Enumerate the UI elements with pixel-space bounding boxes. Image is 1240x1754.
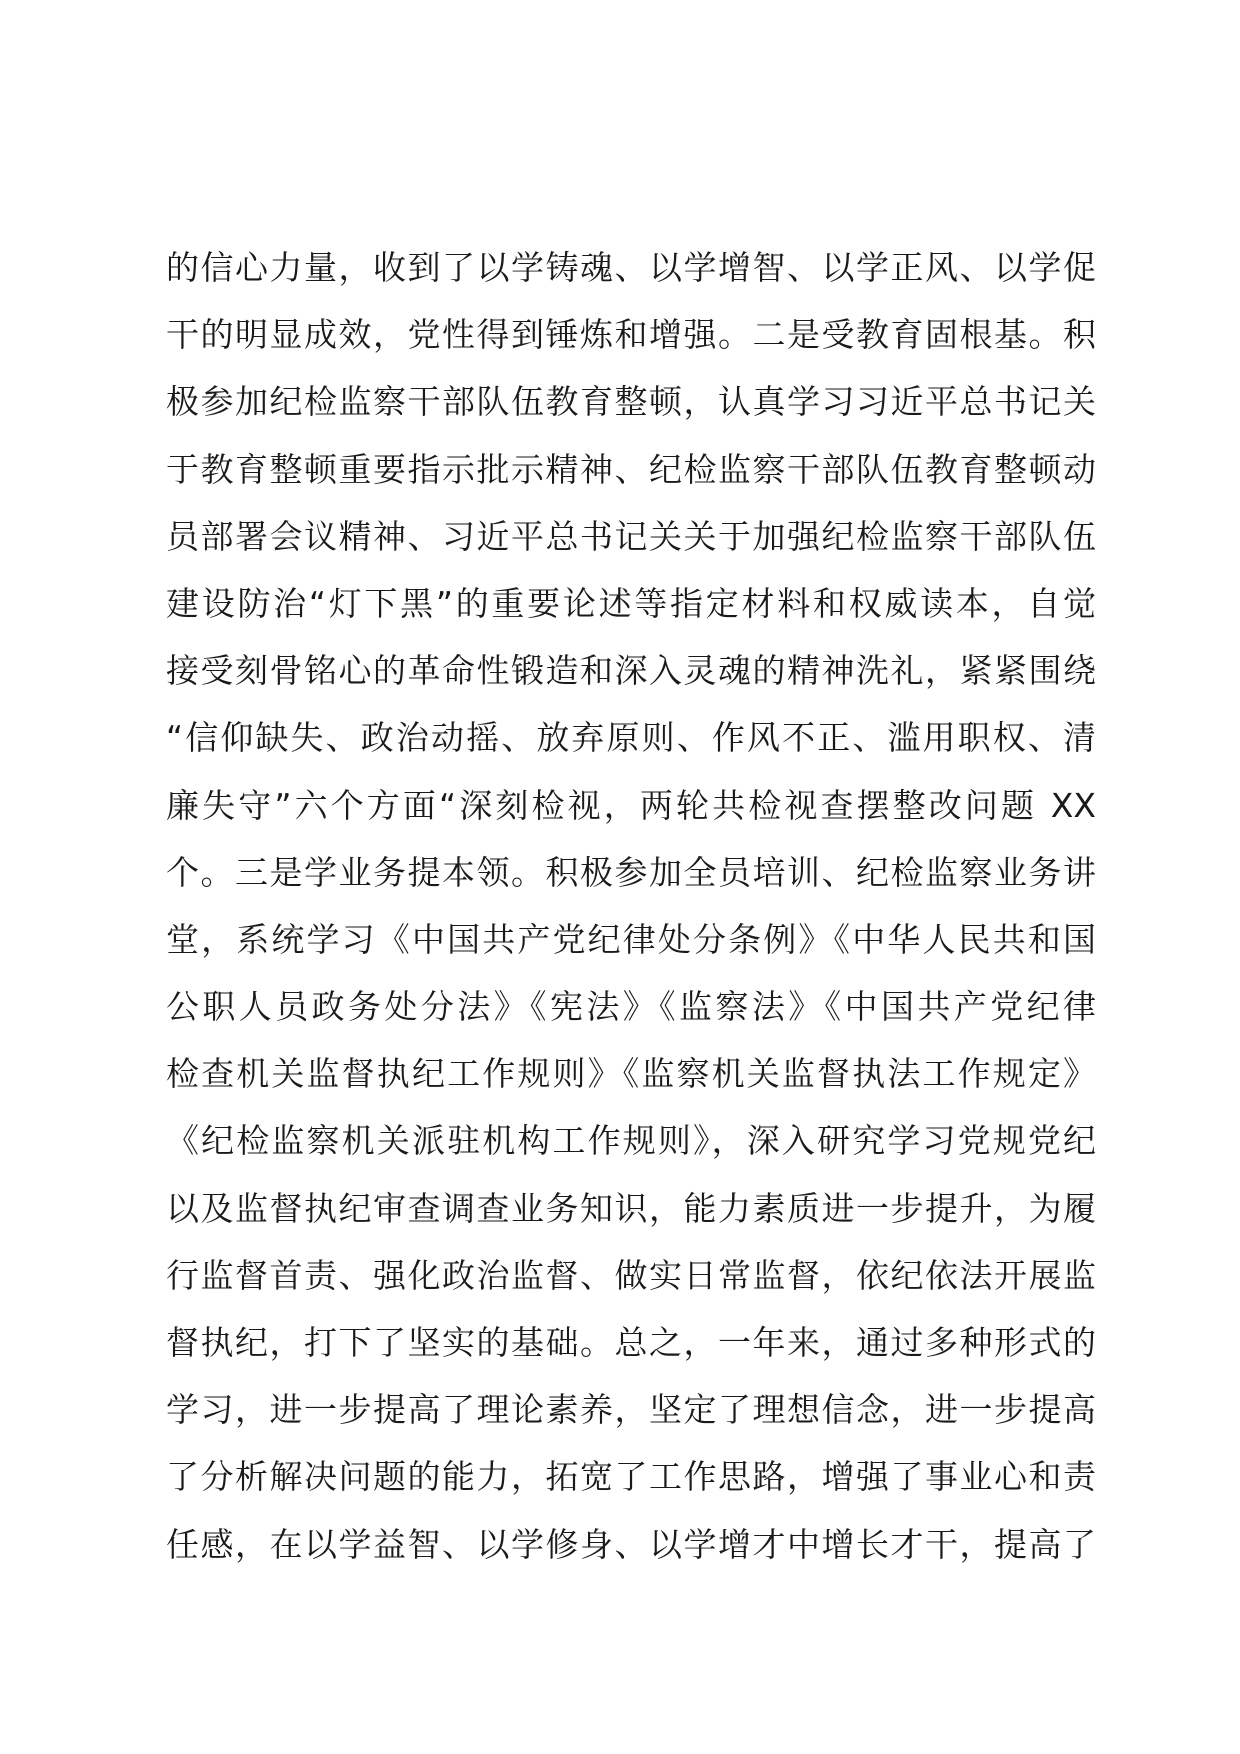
text-line: 了分析解决问题的能力，拓宽了工作思路，增强了事业心和责 (166, 1457, 1096, 1497)
text-line: 堂，系统学习《中国共产党纪律处分条例》《中华人民共和国 (166, 919, 1096, 959)
text-line: 于教育整顿重要指示批示精神、纪检监察干部队伍教育整顿动 (166, 449, 1096, 489)
text-line: 督执纪，打下了坚实的基础。总之，一年来，通过多种形式的 (166, 1323, 1096, 1362)
text-line: 接受刻骨铭心的革命性锻造和深入灵魂的精神洗礼，紧紧围绕 (166, 651, 1096, 691)
text-line: 建设防治“灯下黑”的重要论述等指定材料和权威读本，自觉 (166, 583, 1096, 623)
text-line: 以及监督执纪审查调查业务知识，能力素质进一步提升，为履 (166, 1188, 1096, 1228)
text-line: 行监督首责、强化政治监督、做实日常监督，依纪依法开展监 (166, 1255, 1096, 1295)
text-line: 干的明显成效，党性得到锤炼和增强。二是受教育固根基。积 (166, 315, 1096, 355)
text-line: 极参加纪检监察干部队伍教育整顿，认真学习习近平总书记关 (166, 382, 1096, 422)
text-line: 员部署会议精神、习近平总书记关关于加强纪检监察干部队伍 (166, 516, 1096, 556)
text-line: 个。三是学业务提本领。积极参加全员培训、纪检监察业务讲 (166, 852, 1096, 892)
text-line: 公职人员政务处分法》《宪法》《监察法》《中国共产党纪律 (166, 987, 1096, 1027)
text-line: 学习，进一步提高了理论素养，坚定了理想信念，进一步提高 (166, 1390, 1096, 1430)
text-line: “信仰缺失、政治动摇、放弃原则、作风不正、滥用职权、清 (166, 718, 1096, 758)
text-line: 检查机关监督执纪工作规则》《监察机关监督执法工作规定》 (166, 1054, 1096, 1094)
body-text (166, 234, 1096, 1578)
text-line: 廉失守”六个方面“深刻检视，两轮共检视查摆整改问题 XX (166, 785, 1096, 825)
text-line: 的信心力量，收到了以学铸魂、以学增智、以学正风、以学促 (166, 248, 1096, 287)
text-line: 《纪检监察机关派驻机构工作规则》，深入研究学习党规党纪 (166, 1121, 1096, 1161)
text-line: 任感，在以学益智、以学修身、以学增才中增长才干，提高了 (166, 1524, 1096, 1564)
